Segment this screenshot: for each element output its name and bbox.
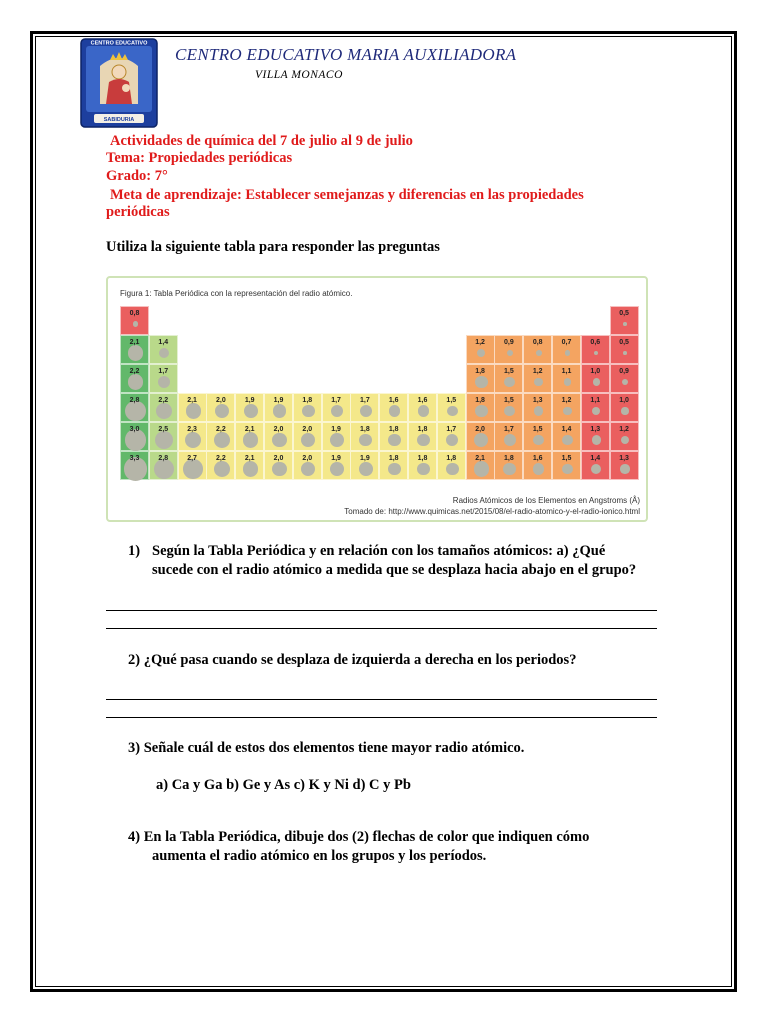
element-cell	[149, 422, 178, 451]
atomic-radius-label: 2,0	[216, 397, 226, 404]
atomic-radius-dot	[621, 407, 628, 414]
atomic-radius-dot	[620, 464, 629, 473]
atomic-radius-dot	[623, 322, 627, 326]
element-cell	[552, 393, 581, 422]
atomic-radius-dot	[273, 404, 287, 418]
atomic-radius-label: 1,1	[590, 397, 601, 404]
atomic-radius-label: 2,1	[244, 426, 255, 433]
element-cell	[120, 422, 149, 451]
atomic-radius-dot	[214, 461, 230, 477]
element-cell	[293, 393, 322, 422]
atomic-radius-label: 1,3	[590, 426, 601, 433]
atomic-radius-label: 1,8	[302, 397, 313, 404]
atomic-radius-label: 1,9	[244, 397, 255, 404]
question-4-line-2: aumenta el radio atómico en los grupos y los períodos.	[152, 848, 487, 864]
atomic-radius-label: 2,2	[216, 455, 226, 462]
atomic-radius-dot	[591, 464, 601, 474]
atomic-radius-dot	[244, 404, 258, 418]
atomic-radius-label: 2,0	[302, 455, 313, 462]
element-cell	[206, 393, 235, 422]
topic-line: Tema: Propiedades periódicas	[106, 150, 293, 166]
atomic-radius-label: 1,8	[504, 455, 514, 462]
atomic-radius-label: 2,5	[158, 426, 169, 433]
element-cell	[293, 422, 322, 451]
atomic-radius-dot	[533, 435, 544, 446]
atomic-radius-dot	[301, 433, 315, 447]
element-cell	[581, 364, 610, 393]
atomic-radius-dot	[623, 351, 627, 355]
element-cell	[610, 306, 639, 335]
atomic-radius-dot	[565, 350, 570, 355]
element-cell	[523, 393, 552, 422]
atomic-radius-label: 2,1	[187, 397, 197, 404]
element-cell	[466, 335, 495, 364]
atomic-radius-label: 1,9	[360, 455, 370, 462]
question-3: 3) Señale cuál de estos dos elementos tiene mayor radio atómico.	[128, 740, 525, 756]
figure-caption: Radios Atómicos de los Elementos en Angstroms (Å)	[452, 496, 640, 505]
atomic-radius-label: 1,8	[388, 426, 399, 433]
atomic-radius-label: 0,7	[561, 339, 572, 346]
atomic-radius-dot	[215, 404, 229, 418]
atomic-radius-label: 2,0	[475, 426, 485, 433]
element-cell	[466, 364, 495, 393]
question-2: 2) ¿Qué pasa cuando se desplaza de izquierda a derecha en los periodos?	[128, 652, 577, 668]
atomic-radius-dot	[155, 431, 173, 449]
atomic-radius-dot	[359, 462, 373, 476]
element-cell	[494, 393, 523, 422]
school-location: VILLA MONACO	[255, 69, 343, 81]
atomic-radius-label: 2,3	[187, 426, 197, 433]
atomic-radius-dot	[446, 434, 458, 446]
atomic-radius-dot	[418, 405, 430, 417]
element-cell	[466, 451, 495, 480]
goal-line-1: Meta de aprendizaje: Establecer semejanzas y diferencias en las propiedades	[110, 187, 584, 203]
element-cell	[350, 451, 379, 480]
atomic-radius-dot	[272, 433, 286, 447]
element-cell	[610, 422, 639, 451]
element-cell	[350, 422, 379, 451]
answer-line[interactable]	[106, 699, 657, 700]
atomic-radius-label: 1,3	[532, 397, 543, 404]
atomic-radius-label: 1,8	[388, 455, 399, 462]
atomic-radius-dot	[388, 463, 401, 476]
element-cell	[264, 422, 293, 451]
atomic-radius-label: 2,1	[129, 339, 140, 346]
answer-line[interactable]	[106, 628, 657, 629]
element-cell	[581, 451, 610, 480]
atomic-radius-label: 1,0	[590, 368, 601, 375]
atomic-radius-label: 0,6	[590, 339, 601, 346]
element-cell	[379, 422, 408, 451]
atomic-radius-dot	[563, 407, 572, 416]
atomic-radius-dot	[534, 378, 543, 387]
element-cell	[120, 451, 149, 480]
atomic-radius-label: 1,6	[532, 455, 543, 462]
atomic-radius-dot	[503, 463, 516, 476]
atomic-radius-dot	[477, 349, 486, 358]
atomic-radius-dot	[446, 463, 459, 476]
element-cell	[581, 393, 610, 422]
element-cell	[523, 451, 552, 480]
atomic-radius-dot	[536, 350, 542, 356]
atomic-radius-label: 3,3	[129, 455, 140, 462]
atomic-radius-dot	[507, 350, 513, 356]
atomic-radius-label: 3,0	[129, 426, 140, 433]
atomic-radius-dot	[302, 405, 315, 418]
element-cell	[149, 364, 178, 393]
atomic-radius-label: 2,2	[129, 368, 140, 375]
element-cell	[235, 422, 264, 451]
atomic-radius-dot	[534, 406, 543, 415]
answer-line[interactable]	[106, 610, 657, 611]
atomic-radius-dot	[533, 463, 545, 475]
atomic-radius-dot	[360, 405, 372, 417]
question-1-line-1: Según la Tabla Periódica y en relación con los tamaños atómicos: a) ¿Qué	[152, 543, 606, 559]
activities-line: Actividades de química del 7 de julio al 9 de julio	[110, 133, 413, 149]
atomic-radius-dot	[417, 463, 430, 476]
atomic-radius-dot	[128, 374, 144, 390]
atomic-radius-dot	[183, 459, 202, 478]
atomic-radius-dot	[417, 434, 430, 447]
element-cell	[610, 451, 639, 480]
atomic-radius-dot	[504, 406, 515, 417]
atomic-radius-label: 1,1	[561, 368, 572, 375]
atomic-radius-label: 1,4	[561, 426, 572, 433]
atomic-radius-label: 1,7	[331, 397, 341, 404]
atomic-radius-label: 1,6	[388, 397, 399, 404]
atomic-radius-dot	[272, 462, 286, 476]
atomic-radius-label: 0,8	[532, 339, 543, 346]
atomic-radius-label: 0,9	[504, 339, 514, 346]
atomic-radius-dot	[186, 403, 201, 418]
atomic-radius-label: 1,9	[273, 397, 284, 404]
element-cell	[235, 393, 264, 422]
atomic-radius-label: 1,8	[417, 455, 428, 462]
atomic-radius-dot	[158, 376, 170, 388]
atomic-radius-dot	[474, 433, 488, 447]
atomic-radius-dot	[128, 345, 143, 360]
element-cell	[206, 451, 235, 480]
atomic-radius-dot	[562, 435, 572, 445]
atomic-radius-label: 1,4	[590, 455, 601, 462]
atomic-radius-label: 1,2	[561, 397, 572, 404]
logo-bottom-text: SABIDURIA	[103, 117, 135, 123]
element-cell	[120, 364, 149, 393]
atomic-radius-label: 2,0	[273, 455, 284, 462]
atomic-radius-dot	[243, 461, 258, 476]
element-cell	[206, 422, 235, 451]
element-cell	[437, 451, 466, 480]
element-cell	[494, 335, 523, 364]
element-cell	[466, 393, 495, 422]
atomic-radius-dot	[504, 434, 516, 446]
atomic-radius-dot	[330, 462, 344, 476]
atomic-radius-label: 1,5	[532, 426, 543, 433]
atomic-radius-dot	[592, 407, 600, 415]
element-cell	[350, 393, 379, 422]
atomic-radius-dot	[447, 406, 458, 417]
element-cell	[120, 335, 149, 364]
school-name: CENTRO EDUCATIVO MARIA AUXILIADORA	[175, 45, 517, 64]
answer-line[interactable]	[106, 717, 657, 718]
instruction-text: Utiliza la siguiente tabla para responder las preguntas	[106, 239, 440, 255]
atomic-radius-label: 1,4	[158, 339, 169, 346]
grade-line: Grado: 7°	[106, 168, 168, 184]
element-cell	[149, 393, 178, 422]
figure-source: Tomado de: http://www.quimicas.net/2015/08/el-radio-atomico-y-el-radio-ionico.html	[344, 507, 640, 516]
element-cell	[293, 451, 322, 480]
element-cell	[466, 422, 495, 451]
element-cell	[322, 393, 351, 422]
atomic-radius-label: 0,5	[619, 339, 629, 346]
element-cell	[178, 451, 207, 480]
element-cell	[610, 393, 639, 422]
element-cell	[379, 451, 408, 480]
atomic-radius-dot	[388, 434, 401, 447]
question-1-line-2: sucede con el radio atómico a medida que se desplaza hacia abajo en el grupo?	[152, 562, 637, 578]
element-cell	[437, 422, 466, 451]
atomic-radius-label: 1,8	[446, 455, 457, 462]
element-cell	[379, 393, 408, 422]
element-cell	[178, 422, 207, 451]
atomic-radius-label: 1,5	[504, 397, 514, 404]
atomic-radius-dot	[159, 348, 169, 358]
atomic-radius-label: 2,0	[302, 426, 313, 433]
element-cell	[552, 335, 581, 364]
element-cell	[552, 364, 581, 393]
atomic-radius-dot	[621, 436, 630, 445]
element-cell	[178, 393, 207, 422]
atomic-radius-label: 2,0	[273, 426, 284, 433]
element-cell	[235, 451, 264, 480]
atomic-radius-label: 2,8	[129, 397, 140, 404]
atomic-radius-label: 1,5	[504, 368, 514, 375]
atomic-radius-label: 2,1	[244, 455, 255, 462]
atomic-radius-dot	[301, 462, 315, 476]
element-cell	[322, 451, 351, 480]
element-cell	[610, 335, 639, 364]
atomic-radius-dot	[133, 321, 139, 327]
element-cell	[408, 393, 437, 422]
element-cell	[264, 393, 293, 422]
atomic-radius-label: 1,5	[446, 397, 457, 404]
question-3-options: a) Ca y Ga b) Ge y As c) K y Ni d) C y Pb	[156, 777, 411, 793]
question-1-number: 1)	[128, 543, 141, 559]
question-4-line-1: 4) En la Tabla Periódica, dibuje dos (2) flechas de color que indiquen cómo	[128, 829, 590, 845]
element-cell	[523, 335, 552, 364]
atomic-radius-dot	[564, 378, 572, 386]
atomic-radius-label: 2,1	[475, 455, 485, 462]
atomic-radius-dot	[475, 376, 488, 389]
atomic-radius-label: 0,8	[129, 310, 140, 317]
atomic-radius-dot	[504, 377, 515, 388]
atomic-radius-label: 1,9	[331, 455, 341, 462]
atomic-radius-dot	[474, 461, 489, 476]
atomic-radius-dot	[185, 432, 202, 449]
element-cell	[494, 451, 523, 480]
atomic-radius-label: 1,2	[619, 426, 629, 433]
atomic-radius-dot	[331, 405, 343, 417]
atomic-radius-dot	[593, 378, 600, 385]
atomic-radius-label: 1,6	[417, 397, 428, 404]
atomic-radius-label: 0,9	[619, 368, 629, 375]
school-logo	[80, 38, 158, 128]
atomic-radius-label: 1,7	[158, 368, 169, 375]
figure-title: Figura 1: Tabla Periódica con la representación del radio atómico.	[120, 289, 353, 298]
atomic-radius-label: 1,8	[360, 426, 370, 433]
atomic-radius-label: 1,0	[619, 397, 629, 404]
atomic-radius-label: 1,5	[561, 455, 572, 462]
atomic-radius-label: 1,3	[619, 455, 629, 462]
element-cell	[581, 422, 610, 451]
atomic-radius-dot	[359, 434, 372, 447]
goal-line-2: periódicas	[106, 204, 170, 220]
element-cell	[120, 393, 149, 422]
logo-top-text: CENTRO EDUCATIVO	[90, 40, 148, 47]
atomic-radius-label: 1,8	[417, 426, 428, 433]
atomic-radius-label: 0,5	[619, 310, 629, 317]
atomic-radius-dot	[389, 405, 401, 417]
atomic-radius-label: 1,7	[446, 426, 457, 433]
atomic-radius-label: 2,7	[187, 455, 197, 462]
element-cell	[494, 364, 523, 393]
atomic-radius-label: 1,2	[532, 368, 543, 375]
atomic-radius-dot	[622, 379, 628, 385]
atomic-radius-label: 2,2	[158, 397, 169, 404]
atomic-radius-label: 1,8	[475, 397, 485, 404]
atomic-radius-dot	[592, 435, 601, 444]
atomic-radius-label: 2,2	[216, 426, 226, 433]
element-cell	[408, 451, 437, 480]
element-cell	[523, 364, 552, 393]
element-cell	[322, 422, 351, 451]
element-cell	[552, 422, 581, 451]
atomic-radius-label: 1,8	[475, 368, 485, 375]
atomic-radius-dot	[243, 432, 258, 447]
element-cell	[408, 422, 437, 451]
atomic-radius-dot	[156, 403, 172, 419]
atomic-radius-label: 1,7	[504, 426, 514, 433]
element-cell	[149, 335, 178, 364]
atomic-radius-dot	[330, 433, 344, 447]
element-cell	[264, 451, 293, 480]
atomic-radius-label: 1,7	[360, 397, 370, 404]
atomic-radius-dot	[562, 464, 573, 475]
element-cell	[610, 364, 639, 393]
element-cell	[581, 335, 610, 364]
atomic-radius-dot	[594, 351, 598, 355]
element-cell	[437, 393, 466, 422]
element-cell	[523, 422, 552, 451]
atomic-radius-dot	[214, 432, 230, 448]
atomic-radius-dot	[475, 405, 488, 418]
element-cell	[494, 422, 523, 451]
element-cell	[120, 306, 149, 335]
atomic-radius-label: 1,9	[331, 426, 341, 433]
atomic-radius-label: 2,8	[158, 455, 169, 462]
atomic-radius-label: 1,2	[475, 339, 485, 346]
element-cell	[149, 451, 178, 480]
element-cell	[552, 451, 581, 480]
